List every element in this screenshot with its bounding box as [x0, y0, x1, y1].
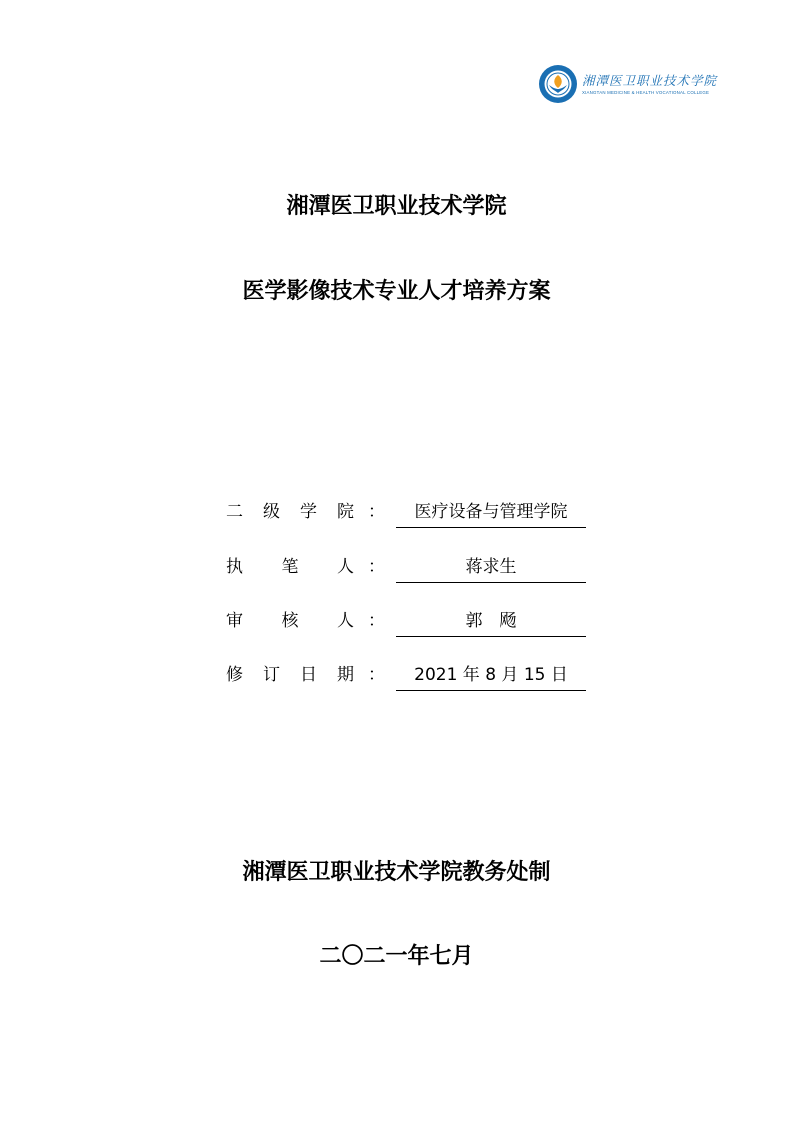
- info-value-department: 医疗设备与管理学院: [414, 502, 568, 522]
- info-value-author: 蒋求生: [465, 557, 517, 577]
- info-value-reviewer: 郭 飏: [465, 611, 517, 631]
- info-colon: ：: [368, 557, 385, 577]
- info-label: 二 级 学 院: [226, 502, 354, 522]
- logo-english-name: XIANGTAN MEDICINE & HEALTH VOCATIONAL COLLEGE: [582, 90, 710, 95]
- issuer-title: 湘潭医卫职业技术学院教务处制: [242, 860, 551, 885]
- issue-date: 二〇二一年七月: [319, 944, 474, 969]
- underline: [396, 690, 586, 691]
- info-label: 执 笔 人: [226, 557, 354, 577]
- logo-college-name: 湘潭医卫职业技术学院: [582, 73, 718, 88]
- info-colon: ：: [368, 611, 385, 631]
- info-row-author: [226, 547, 586, 583]
- college-emblem-icon: [538, 64, 578, 104]
- underline: [396, 527, 586, 528]
- info-value-revision-date: 2021 年 8 月 15 日: [414, 665, 568, 685]
- college-title: 湘潭医卫职业技术学院: [286, 194, 507, 219]
- info-label: 修 订 日 期: [226, 665, 354, 685]
- underline: [396, 636, 586, 637]
- info-row-revision-date: [226, 655, 586, 691]
- info-row-department: [226, 492, 586, 528]
- underline: [396, 582, 586, 583]
- info-colon: ：: [368, 665, 385, 685]
- info-row-reviewer: [226, 601, 586, 637]
- college-logo: [538, 64, 718, 104]
- plan-title: 医学影像技术专业人才培养方案: [242, 279, 551, 304]
- info-label: 审 核 人: [226, 611, 354, 631]
- info-colon: ：: [368, 502, 385, 522]
